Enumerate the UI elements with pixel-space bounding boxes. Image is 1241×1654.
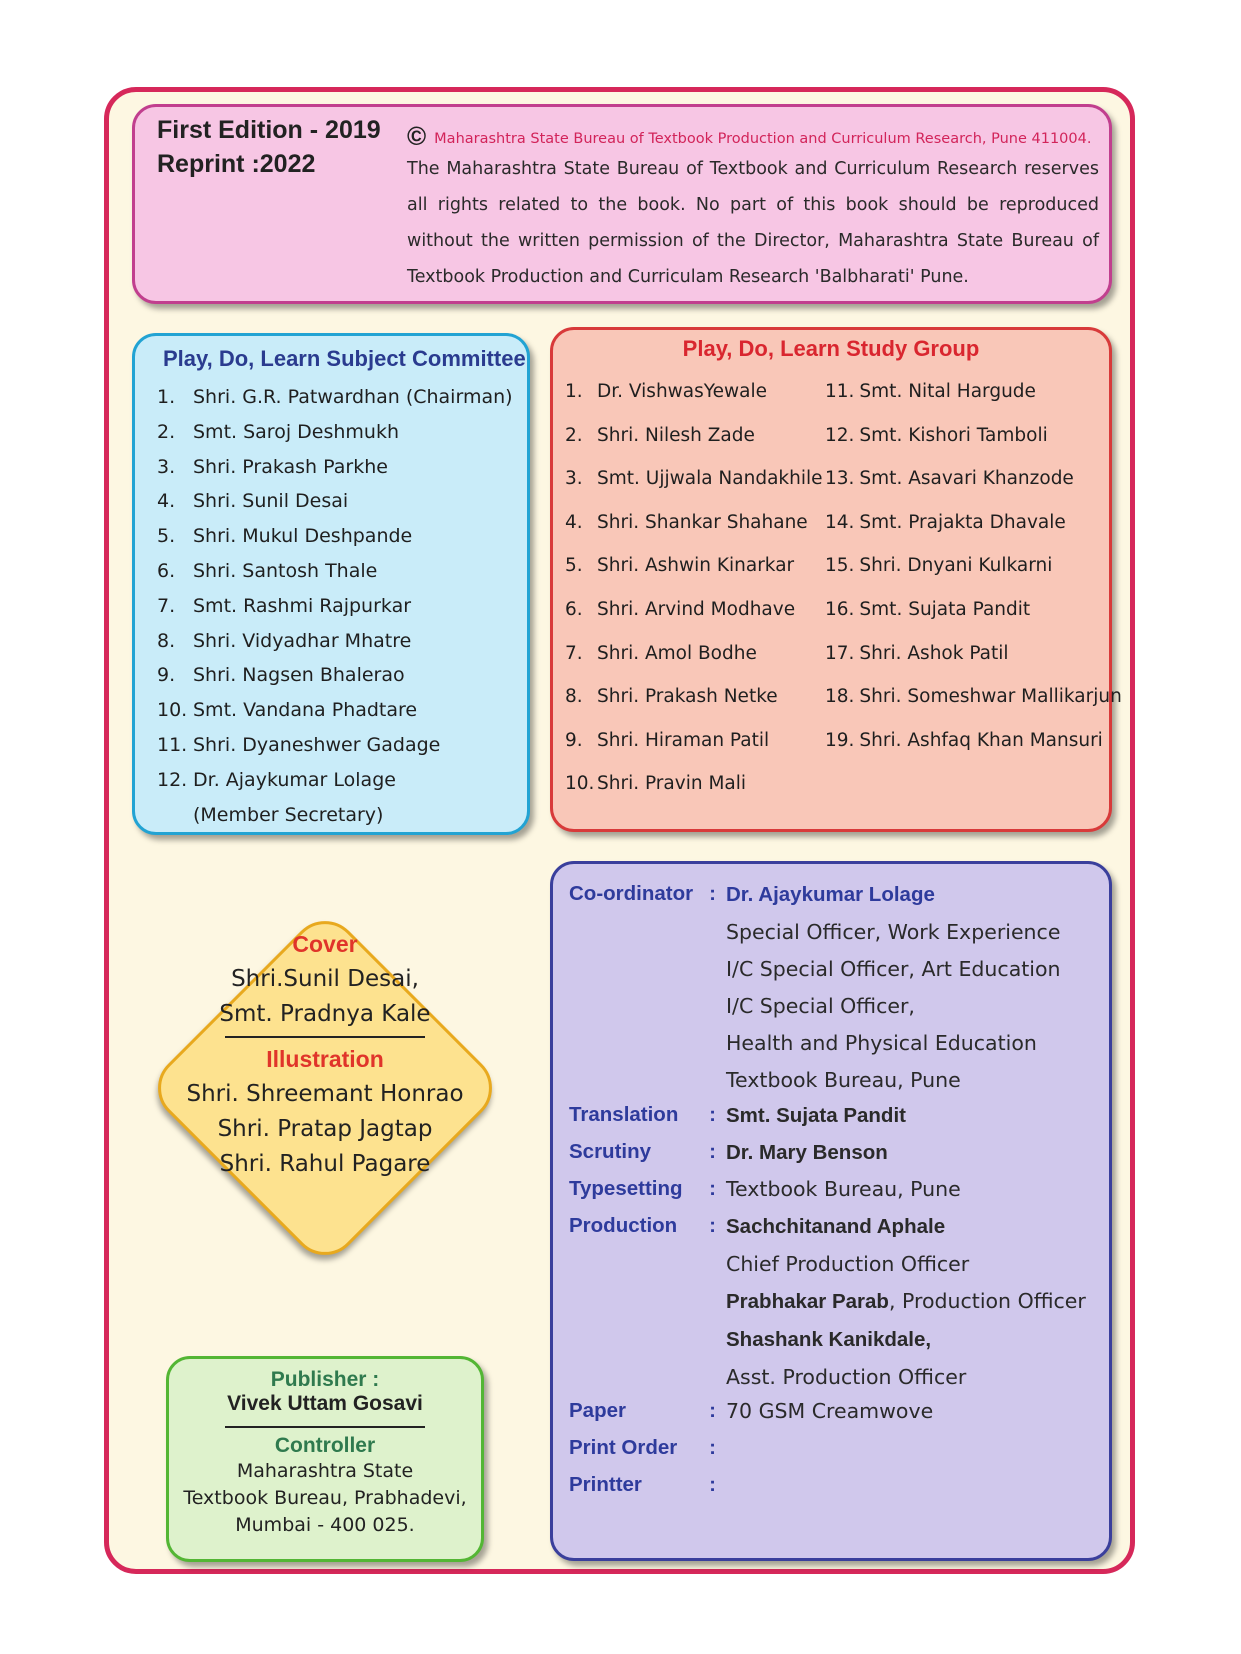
list-number: 5. [565,555,583,577]
list-number: 7. [565,642,583,664]
study-group-member [565,675,823,719]
first-edition: First Edition - 2019 [157,116,381,144]
member-name: Smt. Kishori Tamboli [859,424,1048,446]
committee-member [157,763,513,798]
list-number: 19. [825,729,855,751]
list-number: 12. [157,768,188,791]
list-number: 17. [825,642,855,664]
member-name: Shri. Ashfaq Khan Mansuri [859,729,1103,751]
translation-label: Translation [569,1103,679,1126]
list-number: 3. [565,468,583,490]
member-name: Smt. Vandana Phadtare [193,699,418,722]
list-number: 7. [157,594,176,617]
member-name: Smt. Asavari Khanzode [859,468,1074,490]
copyright-holder: Maharashtra State Bureau of Textbook Production and Curriculum Research, Pune 411004. [434,131,1092,147]
member-name: Smt. Rashmi Rajpurkar [193,594,412,617]
committee-member [157,624,513,659]
printer-label: Printter [569,1473,642,1496]
coordinator-label: Co-ordinator [569,882,694,905]
list-number: 9. [565,729,583,751]
list-number: 9. [157,664,176,687]
member-name: Shri. Amol Bodhe [597,642,757,664]
cover-name: Smt. Pradnya Kale [219,1001,431,1027]
copyright-icon: © [407,121,427,151]
colon: : [709,1140,716,1163]
cover-illustration-box [135,898,515,1278]
controller-line: Textbook Bureau, Prabhadevi, [183,1487,467,1509]
committee-member [157,450,513,485]
member-name: Dr. VishwasYewale [597,381,767,402]
study-group-member [825,501,1122,545]
list-number: 1. [157,386,176,408]
member-name: Smt. Nital Hargude [859,381,1036,402]
committee-member [157,728,513,763]
member-name: Shri. Dyaneshwer Gadage [193,733,441,756]
colon: : [709,1473,716,1496]
production-role: , Production Officer [888,1288,1086,1313]
member-name: Shri. Vidyadhar Mhatre [193,629,412,652]
member-name: Shri. Santosh Thale [193,559,378,582]
cover-name: Shri.Sunil Desai, [231,966,419,992]
controller-title: Controller [274,1434,376,1457]
credits-box [550,861,1112,1561]
member-name: Shri. Someshwar Mallikarjun [859,686,1122,708]
subject-committee-list [157,380,513,832]
publisher-title: Publisher : [270,1368,380,1391]
study-group-member [825,457,1122,501]
illustrator-name: Shri. Pratap Jagtap [217,1116,433,1142]
list-number: 6. [565,598,583,620]
member-name: Shri. Hiraman Patil [597,729,770,751]
committee-member [157,693,513,728]
publisher-box [166,1356,484,1562]
divider [225,1036,425,1038]
list-number: 13. [825,468,855,490]
member-name: Shri. Sunil Desai [193,490,349,513]
coordinator-line: Textbook Bureau, Pune [726,1067,961,1092]
member-name: Smt. Prajakta Dhavale [859,511,1066,533]
committee-member [157,589,513,624]
colon: : [709,1214,716,1237]
member-name: Shri. Shankar Shahane [597,511,808,533]
study-group-member [825,544,1122,588]
list-number: 8. [565,686,583,708]
typesetting-value: Textbook Bureau, Pune [726,1177,961,1201]
member-name: Dr. Ajaykumar Lolage [193,768,396,791]
colon: : [709,1103,716,1126]
member-name: Smt. Sujata Pandit [859,598,1031,620]
list-number: 16. [825,598,855,620]
study-group-box [550,327,1122,832]
print-order-row [569,1430,726,1467]
translation-row [569,1097,906,1135]
member-name: Smt. Ujjwala Nandakhile [597,468,823,490]
paper-value: 70 GSM Creamwove [726,1399,934,1423]
committee-member [157,380,513,415]
committee-member [157,519,513,554]
member-name: Smt. Saroj Deshmukh [193,420,399,443]
production-name: Sachchitanand Aphale [726,1215,946,1238]
member-name: Shri. Prakash Netke [597,686,778,708]
study-group-list-right [825,370,1122,762]
list-number: 2. [565,424,583,446]
list-number: 15. [825,555,855,577]
paper-label: Paper [569,1399,626,1422]
illustrator-name: Shri. Shreemant Honrao [186,1081,464,1107]
member-name: Shri. Nilesh Zade [597,424,755,446]
study-group-member [565,762,823,806]
list-number: 5. [157,525,176,548]
study-group-list-left [565,370,823,806]
list-number: 10. [565,773,595,795]
printer-row [569,1467,726,1504]
study-group-member [565,632,823,676]
member-name: Shri. Nagsen Bhalerao [193,664,405,687]
typesetting-row [569,1171,961,1208]
translation-value: Smt. Sujata Pandit [726,1104,906,1127]
study-group-member [825,719,1122,763]
member-name: Shri. Arvind Modhave [597,598,796,620]
edition-box [132,104,1112,304]
subject-committee-title: Play, Do, Learn Subject Committee [163,346,526,371]
committee-member [157,484,513,519]
coordinator-line: Special Officer, Work Experience [726,919,1061,944]
study-group-member [825,588,1122,632]
study-group-member [565,501,823,545]
study-group-member [565,414,823,458]
committee-member [157,798,513,833]
list-number: 14. [825,511,855,533]
production-name: Prabhakar Parab [726,1289,889,1313]
production-row [569,1208,1086,1396]
committee-member [157,415,513,450]
scrutiny-value: Dr. Mary Benson [726,1141,888,1164]
study-group-title: Play, Do, Learn Study Group [682,336,980,361]
list-number: 4. [157,490,176,513]
member-name: Shri. Pravin Mali [597,773,747,795]
member-name: Shri. Dnyani Kulkarni [859,555,1053,577]
committee-member [157,658,513,693]
study-group-member [565,457,823,501]
list-number: 11. [157,733,188,756]
illustrator-name: Shri. Rahul Pagare [219,1151,431,1177]
study-group-member [825,632,1122,676]
colon: : [709,1436,716,1459]
typesetting-label: Typesetting [569,1177,683,1200]
study-group-member [565,588,823,632]
member-name: Shri. Prakash Parkhe [193,455,388,478]
coordinator-line: I/C Special Officer, [726,993,915,1018]
member-name: Shri. G.R. Patwardhan (Chairman) [193,386,513,408]
list-number: 4. [565,511,583,533]
coordinator-row [569,876,1061,1098]
study-group-member [565,544,823,588]
member-name: (Member Secretary) [193,803,384,826]
study-group-member [825,414,1122,458]
divider [225,1426,425,1428]
list-number: 6. [157,559,176,582]
controller-line: Maharashtra State [236,1460,414,1482]
study-group-member [565,370,823,414]
colon: : [709,1177,716,1200]
member-name: Shri. Ashok Patil [859,642,1009,664]
member-name: Shri. Ashwin Kinarkar [597,555,795,577]
coordinator-line: I/C Special Officer, Art Education [726,956,1061,981]
list-number: 8. [157,629,176,652]
committee-member [157,554,513,589]
list-number: 3. [157,455,176,478]
member-name: Shri. Mukul Deshpande [193,525,413,548]
publisher-name: Vivek Uttam Gosavi [227,1392,423,1415]
paper-row [569,1393,933,1430]
controller-line: Mumbai - 400 025. [235,1514,415,1536]
rights-text: The Maharashtra State Bureau of Textbook and Curriculum Research reserves all rights related to the book. No part of this book should be reproduced without the written permission of the Director, Maharashtra State Bureau of Textbook Production and Curriculam Research 'Balbharati' Pune. [407,159,1099,287]
edition-info [157,113,381,181]
list-number: 11. [825,381,855,402]
colon: : [709,882,716,905]
study-group-member [565,719,823,763]
list-number [157,798,193,833]
study-group-member [825,675,1122,719]
cover-title: Cover [292,931,358,957]
production-label: Production [569,1214,678,1237]
list-number: 10. [157,699,188,722]
coordinator-name: Dr. Ajaykumar Lolage [726,883,935,906]
colon: : [709,1399,716,1422]
production-name: Shashank Kanikdale, [726,1327,932,1351]
list-number: 2. [157,420,176,443]
print-order-label: Print Order [569,1436,678,1459]
list-number: 18. [825,686,855,708]
scrutiny-label: Scrutiny [569,1140,652,1163]
reprint: Reprint :2022 [157,150,316,178]
coordinator-line: Health and Physical Education [726,1030,1037,1055]
production-role: Asst. Production Officer [726,1364,967,1389]
copyright-line [407,121,1097,152]
list-number: 1. [565,381,583,402]
scrutiny-row [569,1134,888,1172]
illustration-title: Illustration [266,1046,384,1072]
list-number: 12. [825,424,855,446]
study-group-member [825,370,1122,414]
subject-committee-box [132,333,530,835]
production-role: Chief Production Officer [726,1251,970,1276]
